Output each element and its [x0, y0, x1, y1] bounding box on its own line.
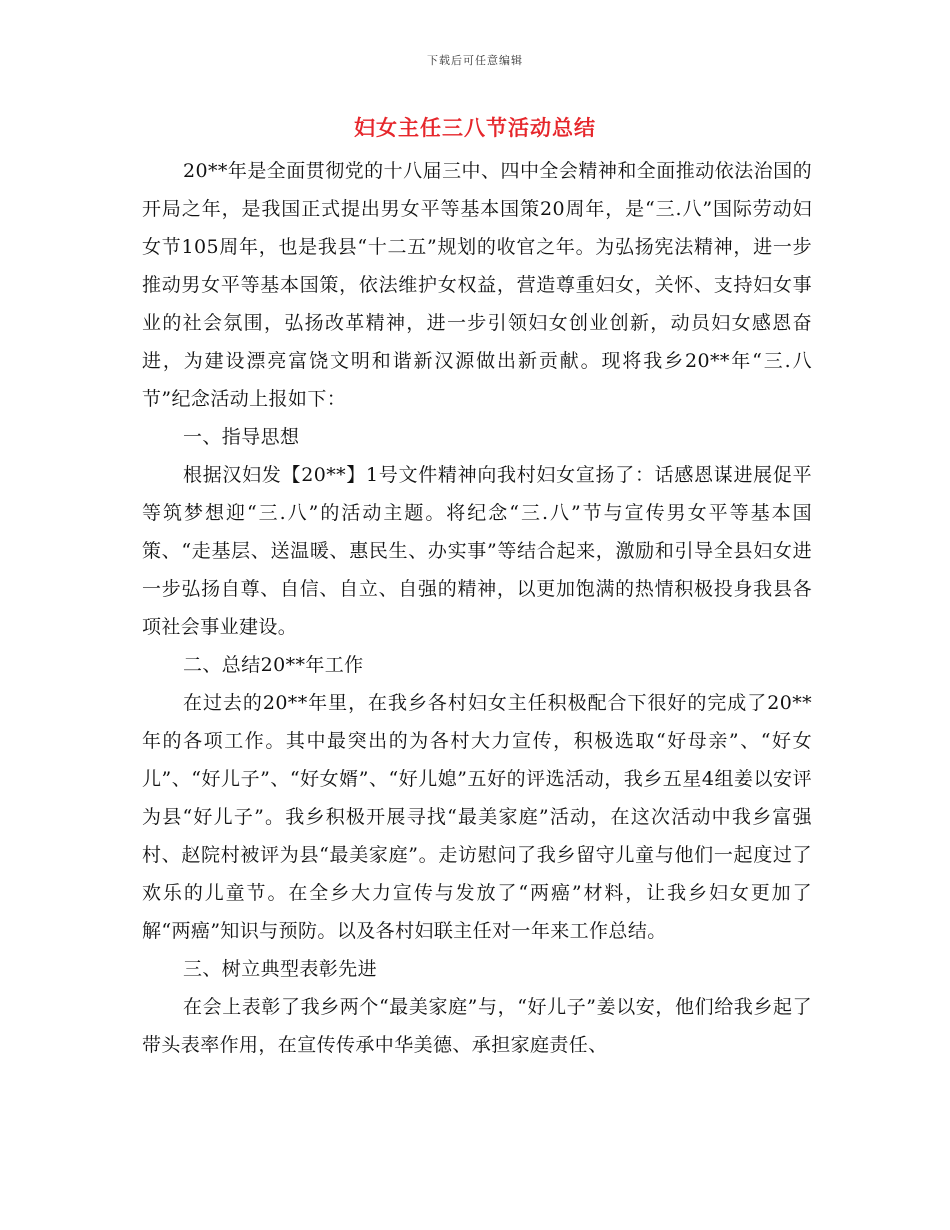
intro-paragraph: 20**年是全面贯彻党的十八届三中、四中全会精神和全面推动依法治国的开局之年，是我国正式提出男女平等基本国策20周年，是“三.八”国际劳动妇女节105周年，也是我县“十二五”规划的收官之年。为弘扬宪法精神，进一步推动男女平等基本国策，依法维护女权益，营造尊重妇女，关怀、支持妇女事业的社会氛围，弘扬改革精神，进一步引领妇女创业创新，动员妇女感恩奋进，为建设漂亮富饶文明和谐新汉源做出新贡献。现将我乡20**年“三.八节”纪念活动上报如下：	[142, 160, 812, 410]
section-heading-work-summary: 二、总结20**年工作	[183, 654, 364, 676]
document-body	[142, 152, 812, 1064]
section-heading-guiding-ideology: 一、指导思想	[183, 426, 300, 448]
document-title: 妇女主任三八节活动总结	[354, 116, 596, 140]
section-body-work-summary: 在过去的20**年里，在我乡各村妇女主任积极配合下很好的完成了20**年的各项工作。其中最突出的为各村大力宣传，积极选取“好母亲”、“好女儿”、“好儿子”、“好女婿”、“好儿媳”五好的评选活动，我乡五星4组姜以安评为县“好儿子”。我乡积极开展寻找“最美家庭”活动，在这次活动中我乡富强村、赵院村被评为县“最美家庭”。走访慰问了我乡留守儿童与他们一起度过了欢乐的儿童节。在全乡大力宣传与发放了“两癌”材料，让我乡妇女更加了解“两癌”知识与预防。以及各村妇联主任对一年来工作总结。	[142, 692, 812, 942]
section-body-guiding-ideology: 根据汉妇发【20**】1号文件精神向我村妇女宣扬了：话感恩谋进展促平等筑梦想迎“三.八”的活动主题。将纪念“三.八”节与宣传男女平等基本国策、“走基层、送温暖、惠民生、办实事”等结合起来，激励和引导全县妇女进一步弘扬自尊、自信、自立、自强的精神，以更加饱满的热情积极投身我县各项社会事业建设。	[142, 464, 812, 638]
section-heading-commendation: 三、树立典型表彰先进	[183, 958, 378, 980]
page-header-note: 下载后可任意编辑	[427, 54, 523, 67]
section-body-commendation: 在会上表彰了我乡两个“最美家庭”与，“好儿子”姜以安，他们给我乡起了带头表率作用，在宣传传承中华美德、承担家庭责任、	[142, 996, 812, 1056]
